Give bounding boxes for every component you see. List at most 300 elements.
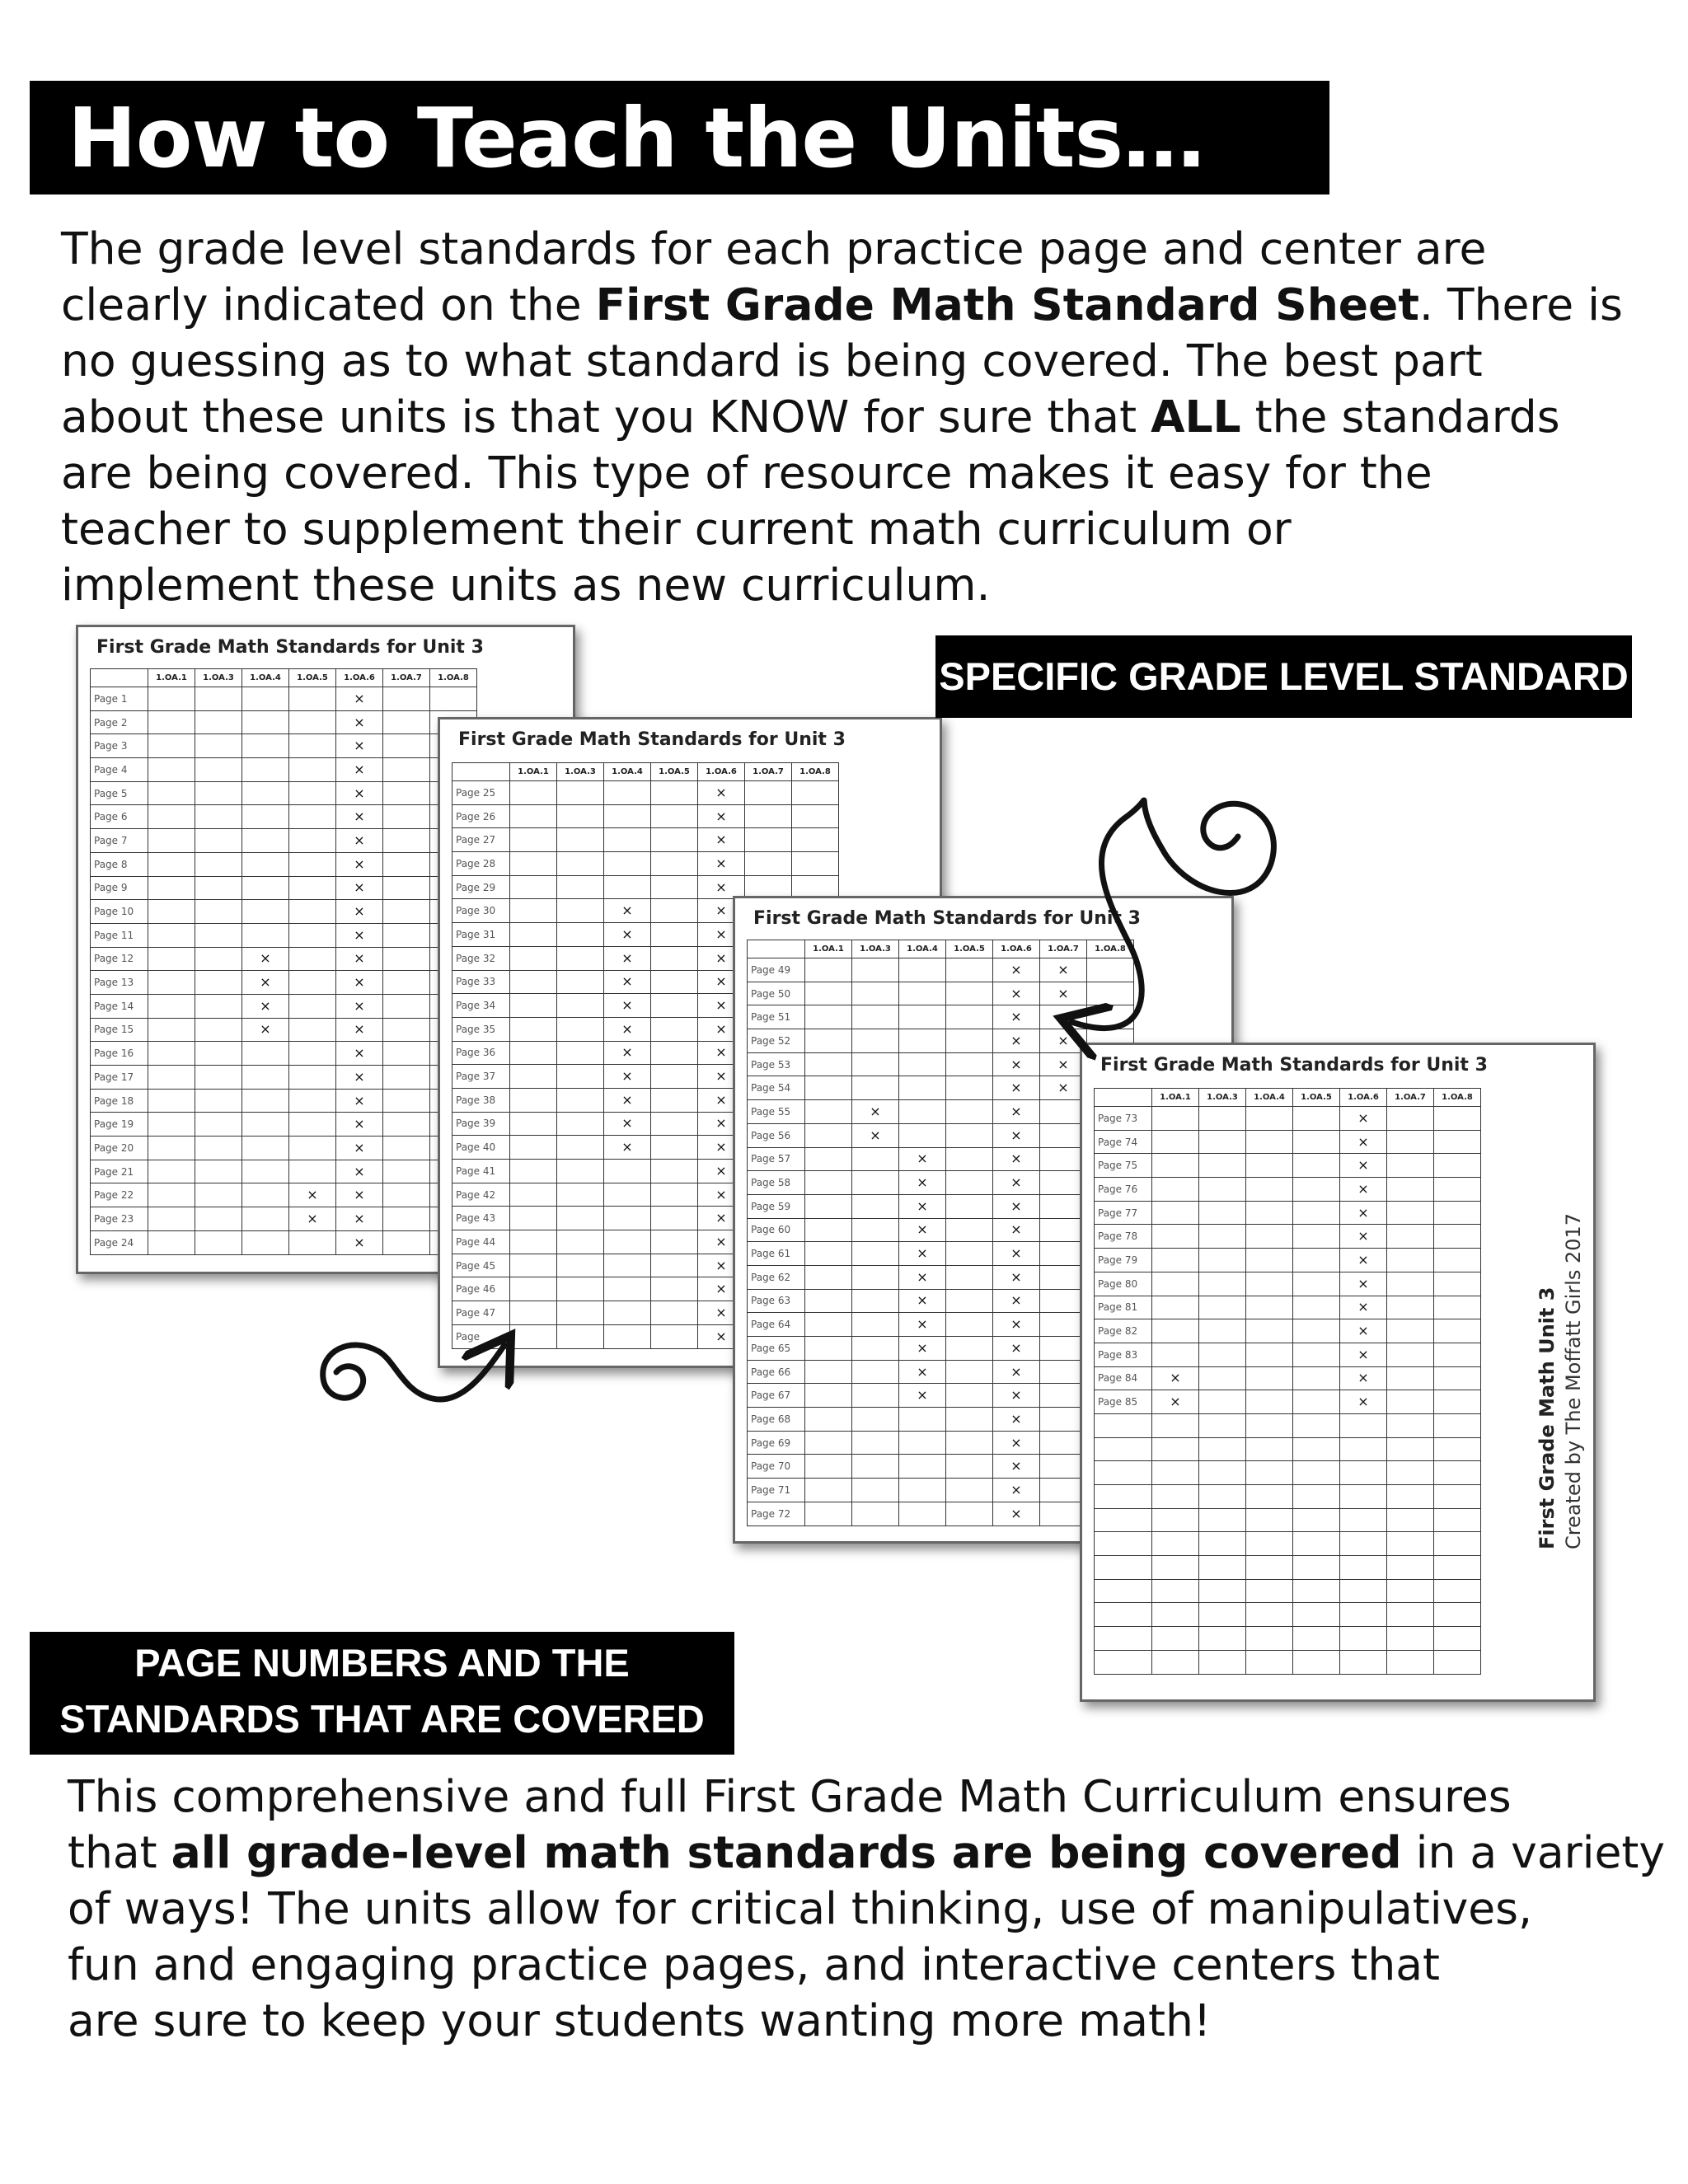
empty-cell xyxy=(1152,1178,1199,1202)
empty-cell xyxy=(852,1313,899,1337)
empty-cell xyxy=(946,1431,993,1455)
empty-cell xyxy=(651,1230,698,1254)
empty-cell xyxy=(1340,1461,1387,1485)
standard-header: 1.OA.3 xyxy=(852,940,899,958)
empty-cell xyxy=(651,781,698,805)
empty-cell xyxy=(604,1301,651,1325)
empty-cell xyxy=(1199,1201,1246,1225)
empty-cell xyxy=(946,1242,993,1266)
empty-cell xyxy=(1340,1579,1387,1603)
page-label: Page 55 xyxy=(748,1100,805,1124)
page-label: Page 16 xyxy=(91,1042,148,1066)
standard-check-mark: × xyxy=(993,1052,1040,1076)
standard-header: 1.OA.5 xyxy=(946,940,993,958)
table-row xyxy=(1095,1390,1481,1414)
empty-cell xyxy=(289,852,336,876)
table-row xyxy=(748,1029,1134,1053)
standard-check-mark: × xyxy=(852,1123,899,1147)
empty-cell xyxy=(242,687,289,711)
table-row xyxy=(91,971,477,995)
empty-cell xyxy=(1293,1485,1340,1509)
table-row xyxy=(748,1194,1134,1218)
empty-cell xyxy=(1246,1627,1293,1651)
empty-cell xyxy=(946,982,993,1005)
empty-cell xyxy=(651,804,698,828)
table-row xyxy=(91,876,477,900)
standard-check-mark: × xyxy=(899,1289,946,1313)
empty-cell xyxy=(557,1017,604,1041)
page-label: Page 15 xyxy=(91,1018,148,1042)
empty-cell xyxy=(557,828,604,852)
empty-cell xyxy=(852,1242,899,1266)
empty-cell xyxy=(1434,1201,1481,1225)
empty-cell xyxy=(1387,1413,1434,1437)
standard-check-mark: × xyxy=(899,1337,946,1361)
intro-line xyxy=(61,389,1623,445)
standard-check-mark: × xyxy=(899,1147,946,1171)
empty-cell xyxy=(1387,1532,1434,1556)
standard-check-mark: × xyxy=(604,1112,651,1136)
empty-cell xyxy=(510,1160,557,1183)
empty-cell xyxy=(651,1183,698,1207)
page-label: Page 44 xyxy=(452,1230,510,1254)
empty-cell xyxy=(1152,1556,1199,1580)
empty-cell xyxy=(805,1218,852,1242)
standard-check-mark: × xyxy=(698,1254,745,1277)
empty-cell xyxy=(1152,1225,1199,1249)
empty-cell xyxy=(651,1112,698,1136)
empty-cell xyxy=(852,1479,899,1502)
empty-cell xyxy=(1246,1461,1293,1485)
empty-cell xyxy=(148,781,195,805)
empty-cell xyxy=(792,852,839,876)
empty-cell xyxy=(1087,982,1134,1005)
standard-check-mark: × xyxy=(993,958,1040,982)
standard-check-mark: × xyxy=(336,876,383,900)
standard-check-mark: × xyxy=(993,1455,1040,1479)
empty-cell xyxy=(651,994,698,1018)
standards-table xyxy=(747,940,1134,1526)
table-header-row xyxy=(452,763,839,781)
empty-cell xyxy=(946,1005,993,1029)
sheet-title: First Grade Math Standards for Unit 3 xyxy=(753,908,1141,929)
empty-cell xyxy=(1152,1532,1199,1556)
empty-cell xyxy=(289,805,336,829)
page-label: Page 83 xyxy=(1095,1343,1152,1366)
empty-cell xyxy=(946,1147,993,1171)
empty-cell xyxy=(195,687,242,711)
page-label: Page 56 xyxy=(748,1123,805,1147)
empty-cell xyxy=(195,1042,242,1066)
standard-check-mark: × xyxy=(604,970,651,994)
standard-check-mark: × xyxy=(698,1301,745,1325)
page-label: Page 36 xyxy=(452,1041,510,1065)
intro-line: no guessing as to what standard is being covered. The best part xyxy=(61,335,1483,387)
standard-check-mark: × xyxy=(698,1183,745,1207)
table-row xyxy=(1095,1366,1481,1390)
empty-cell xyxy=(1199,1627,1246,1651)
empty-cell xyxy=(1434,1130,1481,1154)
standard-header: 1.OA.7 xyxy=(1040,940,1087,958)
standard-check-mark: × xyxy=(698,852,745,876)
empty-cell xyxy=(946,1384,993,1408)
empty-cell xyxy=(651,1065,698,1089)
empty-cell xyxy=(899,1431,946,1455)
standard-check-mark: × xyxy=(698,923,745,947)
empty-cell xyxy=(148,805,195,829)
empty-cell xyxy=(805,1005,852,1029)
table-row xyxy=(91,1207,477,1231)
page-label: Page 43 xyxy=(452,1207,510,1230)
footer-credit: Created by The Moffatt Girls 2017 xyxy=(1562,1212,1585,1549)
empty-cell xyxy=(148,1230,195,1254)
empty-cell xyxy=(852,1502,899,1526)
empty-cell xyxy=(148,971,195,995)
empty-cell xyxy=(289,734,336,758)
empty-cell xyxy=(148,1207,195,1231)
standard-header: 1.OA.3 xyxy=(1199,1089,1246,1107)
page-label: Page 37 xyxy=(452,1065,510,1089)
empty-cell xyxy=(745,804,792,828)
empty-cell xyxy=(805,1479,852,1502)
empty-cell xyxy=(557,1041,604,1065)
page-label: Page 66 xyxy=(748,1360,805,1384)
empty-cell xyxy=(195,1089,242,1113)
empty-cell xyxy=(383,1160,430,1183)
empty-cell xyxy=(899,1005,946,1029)
empty-cell xyxy=(1152,1272,1199,1296)
pages-callout-line: STANDARDS THAT ARE COVERED xyxy=(59,1697,705,1741)
page-label: Page 14 xyxy=(91,994,148,1018)
page-label: Page 9 xyxy=(91,876,148,900)
intro-line: teacher to supplement their current math curriculum or xyxy=(61,503,1292,555)
page-label: Page 8 xyxy=(91,852,148,876)
empty-cell xyxy=(242,1042,289,1066)
standard-check-mark: × xyxy=(1040,982,1087,1005)
standard-check-mark: × xyxy=(242,971,289,995)
empty-cell xyxy=(745,852,792,876)
empty-cell xyxy=(289,758,336,782)
empty-cell xyxy=(195,734,242,758)
empty-cell xyxy=(557,852,604,876)
intro-line xyxy=(61,277,1623,333)
empty-cell xyxy=(1434,1366,1481,1390)
page-label: Page 57 xyxy=(748,1147,805,1171)
sheet-title: First Grade Math Standards for Unit 3 xyxy=(1100,1055,1488,1076)
empty-cell xyxy=(852,1194,899,1218)
empty-cell xyxy=(852,1265,899,1289)
empty-cell xyxy=(946,1194,993,1218)
intro-text: the standards xyxy=(1240,391,1560,443)
empty-cell xyxy=(1387,1272,1434,1296)
empty-cell xyxy=(510,1207,557,1230)
empty-cell xyxy=(510,899,557,923)
empty-cell xyxy=(148,710,195,734)
empty-cell xyxy=(510,804,557,828)
empty-cell xyxy=(946,1479,993,1502)
empty-cell xyxy=(383,852,430,876)
empty-cell xyxy=(1387,1225,1434,1249)
empty-cell xyxy=(383,1066,430,1090)
empty-cell xyxy=(383,1183,430,1207)
empty-cell xyxy=(805,1289,852,1313)
table-row xyxy=(748,1100,1134,1124)
empty-cell xyxy=(148,923,195,947)
page-label: Page 62 xyxy=(748,1265,805,1289)
empty-cell xyxy=(195,876,242,900)
table-row xyxy=(452,828,839,852)
standard-header: 1.OA.6 xyxy=(336,669,383,687)
empty-cell xyxy=(805,1502,852,1526)
standard-check-mark: × xyxy=(336,1183,383,1207)
empty-cell xyxy=(148,900,195,924)
empty-cell xyxy=(1434,1485,1481,1509)
standard-check-mark: × xyxy=(698,899,745,923)
page-label: Page 10 xyxy=(91,900,148,924)
standards-table xyxy=(1094,1088,1481,1675)
empty-cell xyxy=(557,1183,604,1207)
page-label: Page 47 xyxy=(452,1301,510,1325)
page-label: Page 25 xyxy=(452,781,510,805)
empty-cell xyxy=(604,1254,651,1277)
empty-cell xyxy=(1152,1154,1199,1178)
empty-cell xyxy=(1199,1485,1246,1509)
page-label: Page 81 xyxy=(1095,1296,1152,1319)
page-label: Page 24 xyxy=(91,1230,148,1254)
empty-cell xyxy=(852,982,899,1005)
empty-cell xyxy=(1152,1296,1199,1319)
empty-cell xyxy=(1434,1249,1481,1272)
empty-cell xyxy=(1434,1272,1481,1296)
standard-check-mark: × xyxy=(1340,1154,1387,1178)
empty-cell xyxy=(805,1076,852,1100)
page-title: How to Teach the Units… xyxy=(30,81,1329,194)
page-label xyxy=(1095,1413,1152,1437)
empty-cell xyxy=(1246,1249,1293,1272)
empty-cell xyxy=(946,1289,993,1313)
standard-check-mark: × xyxy=(852,1100,899,1124)
page-label: Page 30 xyxy=(452,899,510,923)
standard-check-mark: × xyxy=(1040,1029,1087,1053)
page-label: Page 28 xyxy=(452,852,510,876)
standard-header: 1.OA.4 xyxy=(899,940,946,958)
empty-cell xyxy=(852,1029,899,1053)
standard-check-mark: × xyxy=(336,758,383,782)
empty-cell xyxy=(1246,1178,1293,1202)
empty-cell xyxy=(510,970,557,994)
page-label: Page 64 xyxy=(748,1313,805,1337)
page-label: Page 60 xyxy=(748,1218,805,1242)
empty-cell xyxy=(805,1455,852,1479)
empty-cell xyxy=(1152,1579,1199,1603)
table-row xyxy=(91,781,477,805)
empty-cell xyxy=(805,1171,852,1195)
standard-check-mark: × xyxy=(1040,1076,1087,1100)
outro-line: This comprehensive and full First Grade Math Curriculum ensures xyxy=(68,1770,1512,1822)
page-label xyxy=(1095,1650,1152,1674)
empty-cell xyxy=(946,1360,993,1384)
page-label: Page 40 xyxy=(452,1136,510,1160)
empty-cell xyxy=(805,1029,852,1053)
table-header-row xyxy=(1095,1089,1481,1107)
standard-check-mark: × xyxy=(993,1337,1040,1361)
table-row xyxy=(1095,1437,1481,1461)
standard-check-mark: × xyxy=(698,1136,745,1160)
empty-cell xyxy=(604,1183,651,1207)
standard-check-mark: × xyxy=(1340,1107,1387,1131)
empty-cell xyxy=(1434,1225,1481,1249)
empty-cell xyxy=(946,1313,993,1337)
page-label: Page 34 xyxy=(452,994,510,1018)
empty-cell xyxy=(1387,1485,1434,1509)
table-row xyxy=(748,1265,1134,1289)
empty-cell xyxy=(195,947,242,971)
empty-cell xyxy=(195,994,242,1018)
table-row xyxy=(91,1113,477,1137)
page-label: Page 63 xyxy=(748,1289,805,1313)
empty-cell xyxy=(148,687,195,711)
standard-check-mark: × xyxy=(993,1313,1040,1337)
empty-cell xyxy=(651,1301,698,1325)
empty-cell xyxy=(1293,1130,1340,1154)
empty-cell xyxy=(1199,1154,1246,1178)
empty-cell xyxy=(1434,1154,1481,1178)
empty-cell xyxy=(1434,1413,1481,1437)
empty-cell xyxy=(510,1065,557,1089)
empty-cell xyxy=(1199,1650,1246,1674)
empty-cell xyxy=(1087,1005,1134,1029)
empty-cell xyxy=(1293,1178,1340,1202)
table-header-row xyxy=(748,940,1134,958)
empty-cell xyxy=(651,970,698,994)
empty-cell xyxy=(1199,1366,1246,1390)
standard-check-mark: × xyxy=(336,710,383,734)
empty-cell xyxy=(805,1052,852,1076)
standard-header: 1.OA.8 xyxy=(792,763,839,781)
table-row xyxy=(91,758,477,782)
standard-check-mark: × xyxy=(899,1265,946,1289)
standard-check-mark: × xyxy=(993,982,1040,1005)
empty-cell xyxy=(510,1183,557,1207)
empty-cell xyxy=(946,1076,993,1100)
standard-check-mark: × xyxy=(1152,1390,1199,1414)
table-row xyxy=(748,1455,1134,1479)
page-label: Page 38 xyxy=(452,1088,510,1112)
empty-cell xyxy=(242,1089,289,1113)
standard-header: 1.OA.4 xyxy=(242,669,289,687)
empty-cell xyxy=(242,734,289,758)
empty-cell xyxy=(1293,1437,1340,1461)
empty-cell xyxy=(651,1160,698,1183)
empty-cell xyxy=(557,994,604,1018)
standard-header: 1.OA.8 xyxy=(430,669,477,687)
empty-cell xyxy=(195,829,242,853)
empty-cell xyxy=(899,1502,946,1526)
empty-cell xyxy=(289,1137,336,1160)
page-label: Page 7 xyxy=(91,829,148,853)
page-label: Page 13 xyxy=(91,971,148,995)
page-label: Page 65 xyxy=(748,1337,805,1361)
empty-cell xyxy=(1293,1225,1340,1249)
empty-cell xyxy=(1246,1390,1293,1414)
empty-cell xyxy=(1293,1343,1340,1366)
empty-cell xyxy=(805,1147,852,1171)
empty-cell xyxy=(510,923,557,947)
intro-text: . There is xyxy=(1418,279,1623,330)
empty-cell xyxy=(195,1183,242,1207)
standard-check-mark: × xyxy=(336,734,383,758)
standard-check-mark: × xyxy=(336,1160,383,1183)
empty-cell xyxy=(510,1277,557,1301)
empty-cell xyxy=(148,1183,195,1207)
standard-header: 1.OA.6 xyxy=(993,940,1040,958)
empty-cell xyxy=(510,1230,557,1254)
empty-cell xyxy=(1293,1461,1340,1485)
standard-check-mark: × xyxy=(993,1029,1040,1053)
empty-cell xyxy=(792,804,839,828)
page-label: Page 11 xyxy=(91,923,148,947)
standard-check-mark: × xyxy=(604,1065,651,1089)
page-label: Page 23 xyxy=(91,1207,148,1231)
empty-cell xyxy=(604,1230,651,1254)
standard-check-mark: × xyxy=(1340,1178,1387,1202)
empty-cell xyxy=(510,1324,557,1348)
empty-cell xyxy=(383,900,430,924)
table-row xyxy=(1095,1650,1481,1674)
table-row xyxy=(1095,1579,1481,1603)
empty-cell xyxy=(557,1324,604,1348)
empty-cell xyxy=(289,1066,336,1090)
empty-cell xyxy=(899,1076,946,1100)
empty-cell xyxy=(1387,1154,1434,1178)
empty-cell xyxy=(1152,1413,1199,1437)
page-label: Page 50 xyxy=(748,982,805,1005)
table-row xyxy=(1095,1319,1481,1343)
empty-cell xyxy=(745,781,792,805)
page-label xyxy=(1095,1437,1152,1461)
page-label: Page 29 xyxy=(452,875,510,899)
page-label: Page 2 xyxy=(91,710,148,734)
outro-line: of ways! The units allow for critical thinking, use of manipulatives, xyxy=(68,1882,1533,1934)
empty-cell xyxy=(1293,1508,1340,1532)
page-label: Page 18 xyxy=(91,1089,148,1113)
empty-cell xyxy=(148,829,195,853)
page-label: Page 4 xyxy=(91,758,148,782)
page-label: Page 61 xyxy=(748,1242,805,1266)
empty-cell xyxy=(1340,1413,1387,1437)
page-label: Page 45 xyxy=(452,1254,510,1277)
page-label: Page 12 xyxy=(91,947,148,971)
page-label: Page 21 xyxy=(91,1160,148,1183)
empty-cell xyxy=(557,1207,604,1230)
standard-check-mark: × xyxy=(336,1089,383,1113)
empty-cell xyxy=(946,1218,993,1242)
empty-cell xyxy=(289,1089,336,1113)
standard-check-mark: × xyxy=(289,1207,336,1231)
empty-cell xyxy=(289,1160,336,1183)
empty-cell xyxy=(946,1265,993,1289)
empty-cell xyxy=(510,875,557,899)
empty-cell xyxy=(557,1301,604,1325)
page-label: Page 54 xyxy=(748,1076,805,1100)
page-label xyxy=(1095,1627,1152,1651)
page-label: Page 53 xyxy=(748,1052,805,1076)
table-row xyxy=(91,852,477,876)
standard-header: 1.OA.3 xyxy=(195,669,242,687)
empty-cell xyxy=(805,1194,852,1218)
page-label: Page 27 xyxy=(452,828,510,852)
empty-cell xyxy=(805,1431,852,1455)
